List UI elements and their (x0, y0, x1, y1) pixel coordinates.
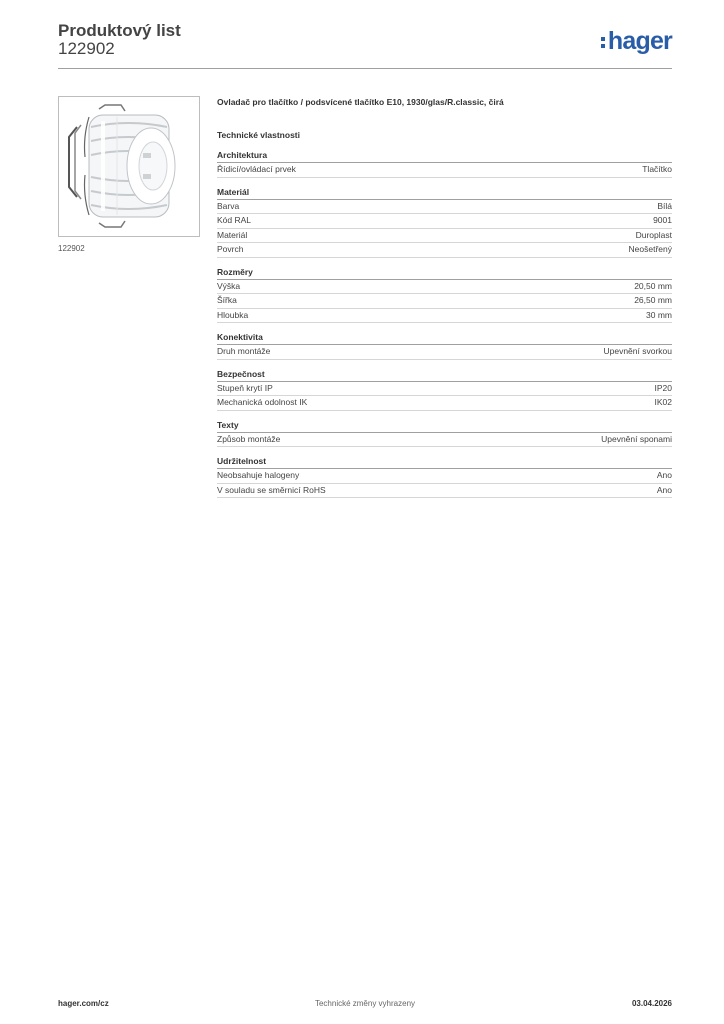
spec-group (217, 419, 672, 448)
section-title: Technické vlastnosti (217, 130, 300, 140)
spec-group-heading: Materiál (217, 186, 672, 200)
product-code: 122902 (58, 39, 115, 58)
spec-group-heading: Konektivita (217, 331, 672, 345)
spec-label: Způsob montáže (217, 433, 281, 444)
spec-group-heading: Bezpečnost (217, 368, 672, 382)
spec-value: Ano (656, 484, 672, 495)
spec-group (217, 149, 672, 178)
spec-group (217, 368, 672, 411)
spec-value: 20,50 mm (634, 280, 672, 291)
footer-website-link[interactable]: hager.com/cz (58, 999, 109, 1008)
spec-group-heading: Udržitelnost (217, 455, 672, 469)
spec-group (217, 186, 672, 258)
spec-row (217, 484, 672, 499)
spec-label: V souladu se směrnicí RoHS (217, 484, 326, 495)
spec-value: Neošetřený (628, 244, 672, 254)
spec-value: Ano (656, 470, 672, 480)
spec-label: Barva (217, 200, 240, 211)
product-title: Ovladač pro tlačítko / podsvícené tlačítko E10, 1930/glas/R.classic, čirá (217, 97, 504, 107)
spec-value: 30 mm (646, 309, 672, 320)
spec-row (217, 345, 672, 360)
spec-label: Hloubka (217, 309, 249, 320)
spec-label: Povrch (217, 244, 244, 254)
spec-label: Neobsahuje halogeny (217, 470, 300, 480)
spec-group-heading: Texty (217, 419, 672, 433)
spec-value: Tlačítko (642, 164, 672, 174)
spec-row (217, 396, 672, 411)
spec-group (217, 331, 672, 360)
spec-value: 9001 (653, 215, 672, 225)
spec-value: Upevnění svorkou (603, 346, 672, 356)
spec-value: IP20 (654, 382, 672, 393)
spec-label: Mechanická odolnost IK (217, 397, 308, 407)
spec-row (217, 469, 672, 484)
spec-label: Šířka (217, 295, 237, 305)
spec-row (217, 294, 672, 309)
page-header (58, 20, 672, 70)
footer-date: 03.04.2026 (631, 999, 672, 1008)
spec-value: 26,50 mm (634, 295, 672, 305)
spec-row (217, 280, 672, 295)
page-footer (58, 998, 672, 1010)
spec-group (217, 455, 672, 498)
spec-label: Materiál (217, 229, 248, 240)
spec-label: Výška (217, 280, 241, 291)
spec-groups (217, 149, 672, 498)
hager-logo (601, 27, 672, 56)
spec-label: Stupeň krytí IP (217, 382, 273, 393)
spec-row (217, 309, 672, 324)
spec-value: Upevnění sponami (601, 433, 672, 444)
spec-value: Bílá (657, 200, 672, 211)
header-divider (58, 68, 672, 69)
spec-row (217, 382, 672, 397)
spec-row (217, 229, 672, 244)
spec-value: Duroplast (635, 229, 672, 240)
spec-group (217, 266, 672, 324)
logo-text: hager (607, 27, 672, 55)
spec-row (217, 163, 672, 178)
spec-row (217, 200, 672, 215)
product-image (58, 96, 200, 237)
spec-label: Kód RAL (217, 215, 252, 225)
spec-label: Řídicí/ovládací prvek (217, 164, 296, 174)
logo-colon-icon (601, 34, 605, 48)
spec-value: IK02 (654, 397, 672, 407)
spec-row (217, 433, 672, 448)
footer-note: Technické změny vyhrazeny (314, 999, 416, 1008)
image-caption: 122902 (58, 244, 85, 253)
spec-group-heading: Architektura (217, 149, 672, 163)
page-title: Produktový list (58, 21, 181, 40)
spec-row (217, 214, 672, 229)
spec-group-heading: Rozměry (217, 266, 672, 280)
spec-row (217, 243, 672, 258)
spec-label: Druh montáže (217, 346, 271, 356)
push-button-actuator-image (59, 97, 199, 236)
product-details (217, 96, 672, 498)
